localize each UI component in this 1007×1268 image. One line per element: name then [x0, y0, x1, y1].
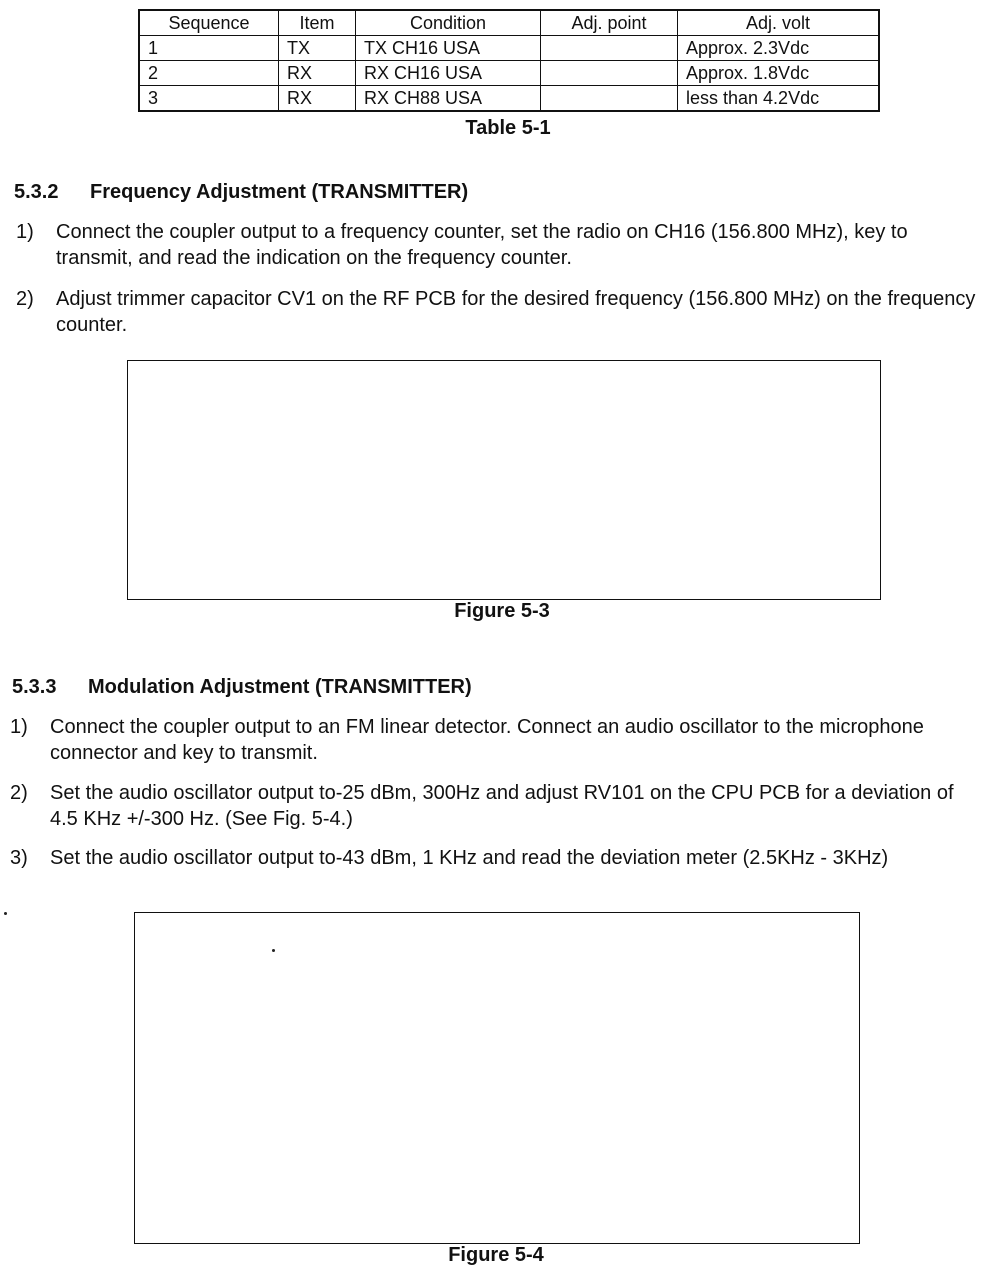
list-item-text: Connect the coupler output to an FM linear detector. Connect an audio oscillator to the microphone connector and key to transmit. [50, 716, 924, 764]
list-item-number: 2) [16, 288, 34, 310]
figure-5-3-placeholder [127, 360, 881, 600]
list-item [16, 286, 976, 338]
table-header-row [139, 10, 879, 36]
table-cell: RX CH16 USA [356, 61, 541, 86]
table-cell [541, 36, 678, 61]
column-header-item: Item [279, 10, 356, 36]
list-item [10, 714, 960, 766]
column-header-sequence: Sequence [139, 10, 279, 36]
list-item-text: Connect the coupler output to a frequency counter, set the radio on CH16 (156.800 MHz), key to transmit, and read the indication on the frequency counter. [56, 221, 908, 269]
table-cell: Approx. 2.3Vdc [678, 36, 880, 61]
list-item-number: 1) [10, 716, 28, 738]
list-item-number: 3) [10, 847, 28, 869]
section-title: Frequency Adjustment (TRANSMITTER) [90, 181, 469, 203]
figure-caption: Figure 5-4 [448, 1244, 544, 1266]
adjustment-table [138, 9, 880, 112]
section-heading-5-3-2 [14, 181, 468, 204]
table-cell: TX CH16 USA [356, 36, 541, 61]
figure-caption: Figure 5-3 [454, 600, 550, 622]
list-item-number: 1) [16, 221, 34, 243]
table-cell: RX [279, 61, 356, 86]
list-item [10, 845, 960, 871]
list-item-number: 2) [10, 782, 28, 804]
table-cell: less than 4.2Vdc [678, 86, 880, 112]
section-number: 5.3.2 [14, 181, 59, 203]
table-row [139, 36, 879, 61]
table-cell [541, 61, 678, 86]
table-caption: Table 5-1 [465, 117, 551, 139]
table-row [139, 86, 879, 112]
scan-speck [272, 949, 275, 952]
list-item [10, 780, 980, 832]
table-cell: Approx. 1.8Vdc [678, 61, 880, 86]
section-heading-5-3-3 [12, 676, 472, 699]
table-cell: TX [279, 36, 356, 61]
column-header-adj-volt: Adj. volt [678, 10, 880, 36]
table-cell: RX [279, 86, 356, 112]
section-number: 5.3.3 [12, 676, 57, 698]
list-item-text: Adjust trimmer capacitor CV1 on the RF PCB for the desired frequency (156.800 MHz) on the frequency counter. [56, 288, 976, 336]
list-item-text: Set the audio oscillator output to-25 dBm, 300Hz and adjust RV101 on the CPU PCB for a deviation of 4.5 KHz +/-300 Hz. (See Fig. 5-4.) [50, 782, 954, 830]
scan-speck [4, 912, 7, 915]
list-item-text: Set the audio oscillator output to-43 dBm, 1 KHz and read the deviation meter (2.5KHz - 3KHz) [50, 847, 889, 869]
section-title: Modulation Adjustment (TRANSMITTER) [88, 676, 472, 698]
column-header-condition: Condition [356, 10, 541, 36]
table-cell: 3 [139, 86, 279, 112]
table-row [139, 61, 879, 86]
table-cell: 2 [139, 61, 279, 86]
list-item [16, 219, 976, 271]
table-cell: 1 [139, 36, 279, 61]
column-header-adj-point: Adj. point [541, 10, 678, 36]
table-cell [541, 86, 678, 112]
table-cell: RX CH88 USA [356, 86, 541, 112]
figure-5-4-placeholder [134, 912, 860, 1244]
